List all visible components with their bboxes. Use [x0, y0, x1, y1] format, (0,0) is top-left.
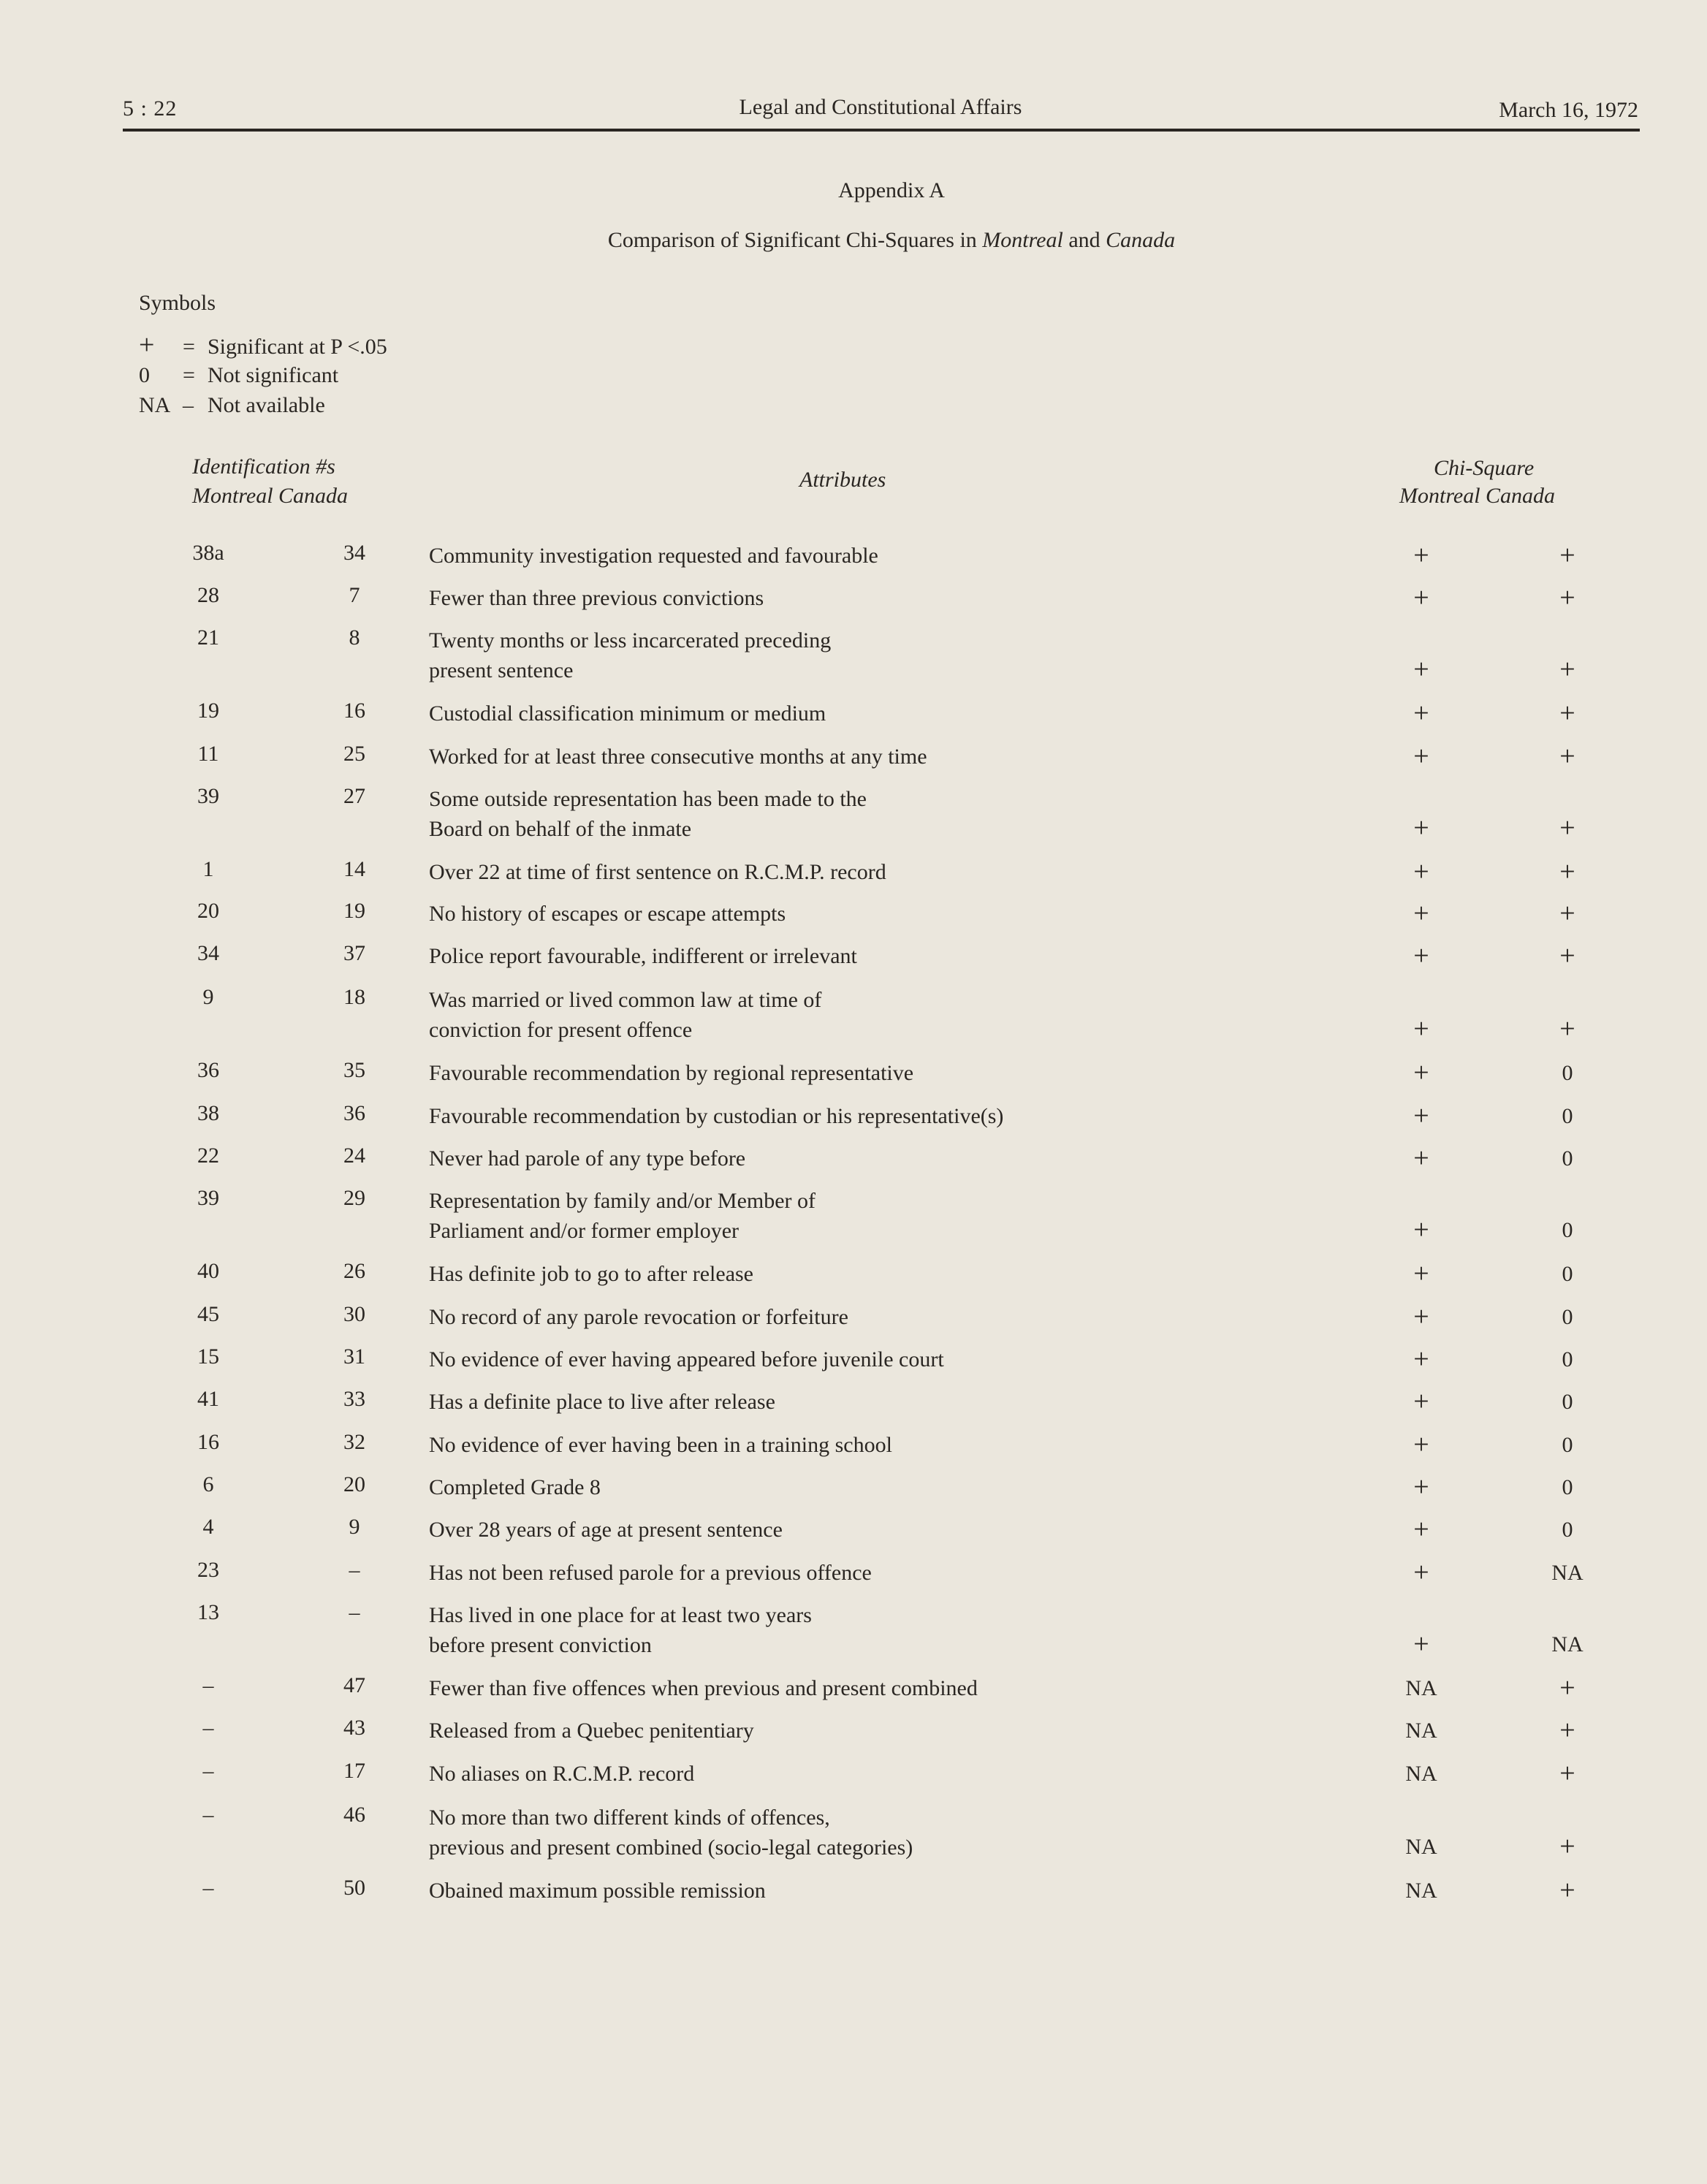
canada-id-cell: – — [349, 1600, 360, 1624]
attribute-text-line: Twenty months or less incarcerated preceding — [429, 628, 832, 652]
montreal-id-cell: – — [202, 1716, 214, 1740]
chi-square-canada-cell: 0 — [1562, 1390, 1573, 1414]
table-row — [0, 541, 1707, 571]
caption-place-canada: Canada — [1106, 228, 1176, 252]
attribute-text-line: Released from a Quebec penitentiary — [429, 1719, 754, 1743]
caption-text: Comparison of Significant Chi-Squares in — [607, 228, 983, 252]
attribute-cell — [429, 784, 1306, 844]
chi-square-canada-cell: + — [1559, 1715, 1575, 1746]
chi-square-montreal-cell: + — [1413, 698, 1429, 728]
attribute-text-line: Some outside representation has been made to the — [429, 787, 867, 811]
attribute-cell — [429, 1259, 1306, 1289]
chi-square-canada-cell: + — [1559, 898, 1575, 929]
montreal-id-cell: 28 — [197, 583, 219, 607]
chi-square-canada-cell: + — [1559, 1673, 1575, 1703]
canada-id-cell: 7 — [349, 583, 360, 607]
table-row — [0, 1673, 1707, 1703]
chi-square-canada-cell: + — [1559, 741, 1575, 772]
table-row — [0, 1876, 1707, 1906]
table-row — [0, 699, 1707, 728]
attribute-cell — [429, 1759, 1306, 1789]
canada-id-cell: 19 — [343, 899, 365, 923]
chi-square-canada-cell: 0 — [1562, 1518, 1573, 1542]
attribute-cell — [429, 985, 1306, 1045]
table-row — [0, 857, 1707, 887]
identification-header: Identification #s — [192, 454, 335, 479]
chi-square-montreal-cell: + — [1413, 1301, 1429, 1332]
chi-square-canada-cell: + — [1559, 582, 1575, 613]
symbol-legend-item — [139, 393, 325, 422]
attribute-cell — [429, 1803, 1306, 1863]
attribute-text-line: Never had parole of any type before — [429, 1146, 746, 1171]
montreal-id-cell: 39 — [197, 784, 219, 808]
attribute-cell — [429, 541, 1306, 571]
chi-square-canada-cell: + — [1559, 540, 1575, 571]
table-row — [0, 742, 1707, 772]
attribute-cell — [429, 1876, 1306, 1906]
canada-id-cell: 46 — [343, 1803, 365, 1827]
chi-square-montreal-cell: + — [1413, 1514, 1429, 1545]
page-number: 5 : 22 — [123, 96, 178, 121]
montreal-id-cell: 15 — [197, 1344, 219, 1369]
montreal-id-cell: 20 — [197, 899, 219, 923]
canada-id-cell: 25 — [343, 742, 365, 766]
canada-id-cell: 43 — [343, 1716, 365, 1740]
canada-id-cell: 33 — [343, 1387, 365, 1411]
table-row — [0, 625, 1707, 685]
montreal-id-cell: 1 — [202, 857, 214, 881]
montreal-id-cell: – — [202, 1759, 214, 1783]
montreal-id-cell: 6 — [202, 1472, 214, 1496]
chi-square-canada-cell: + — [1559, 813, 1575, 843]
attribute-text-line: previous and present combined (socio-legal categories) — [429, 1835, 913, 1860]
montreal-id-cell: 19 — [197, 699, 219, 723]
chi-square-canada-cell: 0 — [1562, 1433, 1573, 1457]
attribute-text-line: Over 28 years of age at present sentence — [429, 1518, 783, 1542]
montreal-id-cell: – — [202, 1876, 214, 1900]
attribute-text-line: No evidence of ever having appeared before juvenile court — [429, 1347, 944, 1371]
chi-square-canada-cell: 0 — [1562, 1262, 1573, 1286]
symbol-meaning: Not significant — [208, 363, 339, 387]
montreal-id-cell: 39 — [197, 1186, 219, 1210]
chi-square-canada-cell: + — [1559, 856, 1575, 887]
attribute-text-line: Favourable recommendation by regional representative — [429, 1061, 914, 1085]
attribute-cell — [429, 1058, 1306, 1088]
attribute-cell — [429, 1302, 1306, 1332]
attribute-text-line: present sentence — [429, 658, 574, 682]
symbol-separator: = — [183, 363, 195, 387]
table-row — [0, 1803, 1707, 1863]
attribute-text-line: No more than two different kinds of offences, — [429, 1806, 830, 1830]
table-caption — [0, 228, 1707, 253]
montreal-id-cell: 45 — [197, 1302, 219, 1326]
chi-square-canada-cell: NA — [1551, 1632, 1584, 1656]
montreal-id-cell: – — [202, 1673, 214, 1697]
chi-square-montreal-cell: + — [1413, 1429, 1429, 1460]
canada-id-cell: 29 — [343, 1186, 365, 1210]
chi-square-montreal-cell: + — [1413, 582, 1429, 613]
montreal-id-cell: 41 — [197, 1387, 219, 1411]
chi-square-canada-cell: + — [1559, 1013, 1575, 1044]
canada-id-cell: 18 — [343, 985, 365, 1009]
chi-square-canada-cell: 0 — [1562, 1061, 1573, 1085]
canada-id-cell: 20 — [343, 1472, 365, 1496]
chi-square-subheader: Montreal Canada — [1399, 484, 1556, 508]
chi-square-canada-cell: + — [1559, 1831, 1575, 1862]
table-row — [0, 1387, 1707, 1417]
table-row — [0, 1302, 1707, 1332]
canada-id-cell: 17 — [343, 1759, 365, 1783]
table-row — [0, 1101, 1707, 1131]
chi-square-montreal-cell: + — [1413, 654, 1429, 685]
chi-square-montreal-cell: + — [1413, 741, 1429, 772]
attribute-text-line: Has definite job to go to after release — [429, 1262, 753, 1286]
canada-id-cell: 27 — [343, 784, 365, 808]
montreal-id-cell: 13 — [197, 1600, 219, 1624]
montreal-id-cell: 4 — [202, 1515, 214, 1539]
canada-id-cell: 9 — [349, 1515, 360, 1539]
chi-square-canada-cell: + — [1559, 654, 1575, 685]
chi-square-montreal-cell: NA — [1405, 1879, 1437, 1903]
attribute-cell — [429, 1430, 1306, 1460]
attribute-cell — [429, 625, 1306, 685]
attribute-cell — [429, 899, 1306, 929]
attribute-text-line: Parliament and/or former employer — [429, 1219, 740, 1243]
attribute-cell — [429, 699, 1306, 728]
attribute-cell — [429, 1558, 1306, 1588]
chi-square-canada-cell: 0 — [1562, 1475, 1573, 1499]
symbols-heading: Symbols — [139, 291, 216, 315]
montreal-id-cell: 23 — [197, 1558, 219, 1582]
canada-id-cell: 35 — [343, 1058, 365, 1082]
attribute-text-line: Completed Grade 8 — [429, 1475, 601, 1499]
chi-square-montreal-cell: NA — [1405, 1719, 1437, 1743]
canada-id-cell: 24 — [343, 1144, 365, 1168]
attribute-text-line: Police report favourable, indifferent or irrelevant — [429, 944, 857, 968]
chi-square-montreal-cell: + — [1413, 1258, 1429, 1289]
canada-id-cell: – — [349, 1558, 360, 1582]
attribute-text-line: Obained maximum possible remission — [429, 1879, 766, 1903]
chi-square-montreal-cell: + — [1413, 1344, 1429, 1374]
running-header — [123, 94, 1638, 130]
table-row — [0, 941, 1707, 971]
canada-id-cell: 8 — [349, 625, 360, 650]
attribute-text-line: Community investigation requested and favourable — [429, 544, 878, 568]
attribute-text-line: Custodial classification minimum or medium — [429, 701, 826, 726]
table-row — [0, 1515, 1707, 1545]
chi-square-montreal-cell: + — [1413, 940, 1429, 971]
publication-title: Legal and Constitutional Affairs — [739, 95, 1022, 119]
table-row — [0, 1759, 1707, 1789]
attribute-text-line: Favourable recommendation by custodian or his representative(s) — [429, 1104, 1004, 1128]
chi-square-montreal-cell: + — [1413, 856, 1429, 887]
montreal-id-cell: 9 — [202, 985, 214, 1009]
symbol-separator: – — [183, 393, 194, 417]
attribute-text-line: Has lived in one place for at least two years — [429, 1603, 812, 1627]
attribute-text-line: conviction for present offence — [429, 1018, 693, 1042]
canada-id-cell: 47 — [343, 1673, 365, 1697]
attribute-text-line: No history of escapes or escape attempts — [429, 902, 786, 926]
chi-square-montreal-cell: + — [1413, 1472, 1429, 1502]
canada-id-cell: 14 — [343, 857, 365, 881]
chi-square-canada-cell: + — [1559, 1758, 1575, 1789]
attributes-header: Attributes — [799, 468, 886, 492]
attribute-cell — [429, 1387, 1306, 1417]
attribute-text-line: Has not been refused parole for a previous offence — [429, 1561, 872, 1585]
table-row — [0, 1344, 1707, 1374]
attribute-cell — [429, 1101, 1306, 1131]
symbol-key: 0 — [139, 363, 150, 387]
chi-square-montreal-cell: + — [1413, 540, 1429, 571]
chi-square-montreal-cell: + — [1413, 1100, 1429, 1131]
chi-square-montreal-cell: + — [1413, 1143, 1429, 1173]
chi-square-montreal-cell: NA — [1405, 1835, 1437, 1859]
chi-square-canada-cell: 0 — [1562, 1347, 1573, 1371]
attribute-text-line: Was married or lived common law at time of — [429, 988, 822, 1012]
chi-square-montreal-cell: + — [1413, 1629, 1429, 1659]
chi-square-montreal-cell: + — [1413, 1057, 1429, 1088]
canada-id-cell: 32 — [343, 1430, 365, 1454]
appendix-label: Appendix A — [838, 178, 945, 202]
chi-square-canada-cell: 0 — [1562, 1146, 1573, 1171]
table-row — [0, 1186, 1707, 1246]
chi-square-canada-cell: NA — [1551, 1561, 1584, 1585]
table-row — [0, 1558, 1707, 1588]
table-row — [0, 583, 1707, 613]
caption-place-montreal: Montreal — [982, 228, 1063, 252]
montreal-id-cell: 16 — [197, 1430, 219, 1454]
canada-id-cell: 31 — [343, 1344, 365, 1369]
montreal-id-cell: 38 — [197, 1101, 219, 1125]
chi-square-header: Chi-Square — [1434, 456, 1535, 480]
attribute-cell — [429, 941, 1306, 971]
chi-square-montreal-cell: + — [1413, 898, 1429, 929]
attribute-cell — [429, 1186, 1306, 1246]
symbol-meaning: Significant at P <.05 — [208, 335, 387, 359]
attribute-cell — [429, 1600, 1306, 1660]
chi-square-montreal-cell: NA — [1405, 1676, 1437, 1700]
attribute-cell — [429, 1472, 1306, 1502]
canada-id-cell: 36 — [343, 1101, 365, 1125]
caption-and: and — [1062, 228, 1106, 252]
canada-id-cell: 37 — [343, 941, 365, 965]
montreal-id-cell: 40 — [197, 1259, 219, 1283]
table-row — [0, 1058, 1707, 1088]
canada-id-cell: 30 — [343, 1302, 365, 1326]
attribute-cell — [429, 583, 1306, 613]
attribute-text-line: Has a definite place to live after release — [429, 1390, 775, 1414]
table-row — [0, 1430, 1707, 1460]
attribute-text-line: Representation by family and/or Member of — [429, 1189, 816, 1213]
attribute-cell — [429, 1144, 1306, 1173]
table-row — [0, 1600, 1707, 1660]
attribute-text-line: No evidence of ever having been in a training school — [429, 1433, 892, 1457]
table-row — [0, 985, 1707, 1045]
canada-id-cell: 16 — [343, 699, 365, 723]
table-row — [0, 899, 1707, 929]
chi-square-montreal-cell: + — [1413, 1013, 1429, 1044]
attribute-text-line: Over 22 at time of first sentence on R.C.M.P. record — [429, 860, 886, 884]
attribute-text-line: before present conviction — [429, 1633, 652, 1657]
attribute-text-line: Fewer than three previous convictions — [429, 586, 764, 610]
chi-square-montreal-cell: + — [1413, 1557, 1429, 1588]
attribute-text-line: No record of any parole revocation or forfeiture — [429, 1305, 848, 1329]
table-row — [0, 784, 1707, 844]
table-row — [0, 1472, 1707, 1502]
canada-id-cell: 26 — [343, 1259, 365, 1283]
attribute-text-line: Worked for at least three consecutive months at any time — [429, 745, 927, 769]
chi-square-montreal-cell: + — [1413, 1386, 1429, 1417]
header-date: March 16, 1972 — [1499, 98, 1638, 122]
symbol-key: + — [139, 330, 155, 360]
montreal-id-cell: 22 — [197, 1144, 219, 1168]
chi-square-canada-cell: 0 — [1562, 1305, 1573, 1329]
attribute-text-line: Board on behalf of the inmate — [429, 817, 692, 841]
chi-square-montreal-cell: NA — [1405, 1762, 1437, 1786]
symbol-legend-item — [139, 330, 387, 362]
chi-square-canada-cell: + — [1559, 698, 1575, 728]
table-row — [0, 1716, 1707, 1746]
chi-square-canada-cell: + — [1559, 1875, 1575, 1906]
canada-id-cell: 34 — [343, 541, 365, 565]
attribute-cell — [429, 742, 1306, 772]
montreal-id-cell: – — [202, 1803, 214, 1827]
montreal-id-cell: 34 — [197, 941, 219, 965]
table-row — [0, 1259, 1707, 1289]
header-rule — [123, 129, 1640, 132]
chi-square-canada-cell: 0 — [1562, 1218, 1573, 1242]
attribute-text-line: Fewer than five offences when previous and present combined — [429, 1676, 978, 1700]
chi-square-montreal-cell: + — [1413, 1214, 1429, 1245]
chi-square-canada-cell: + — [1559, 940, 1575, 971]
identification-subheader: Montreal Canada — [192, 484, 349, 508]
attribute-text-line: No aliases on R.C.M.P. record — [429, 1762, 695, 1786]
montreal-id-cell: 36 — [197, 1058, 219, 1082]
symbol-legend-item — [139, 363, 338, 392]
attribute-cell — [429, 1515, 1306, 1545]
montreal-id-cell: 38a — [192, 541, 224, 565]
montreal-id-cell: 21 — [197, 625, 219, 650]
attribute-cell — [429, 1344, 1306, 1374]
attribute-cell — [429, 857, 1306, 887]
chi-square-canada-cell: 0 — [1562, 1104, 1573, 1128]
montreal-id-cell: 11 — [197, 742, 219, 766]
symbol-key: NA — [139, 393, 171, 417]
chi-square-montreal-cell: + — [1413, 813, 1429, 843]
symbol-separator: = — [183, 335, 195, 359]
attribute-cell — [429, 1716, 1306, 1746]
canada-id-cell: 50 — [343, 1876, 365, 1900]
attribute-cell — [429, 1673, 1306, 1703]
table-row — [0, 1144, 1707, 1173]
symbol-meaning: Not available — [208, 393, 325, 417]
